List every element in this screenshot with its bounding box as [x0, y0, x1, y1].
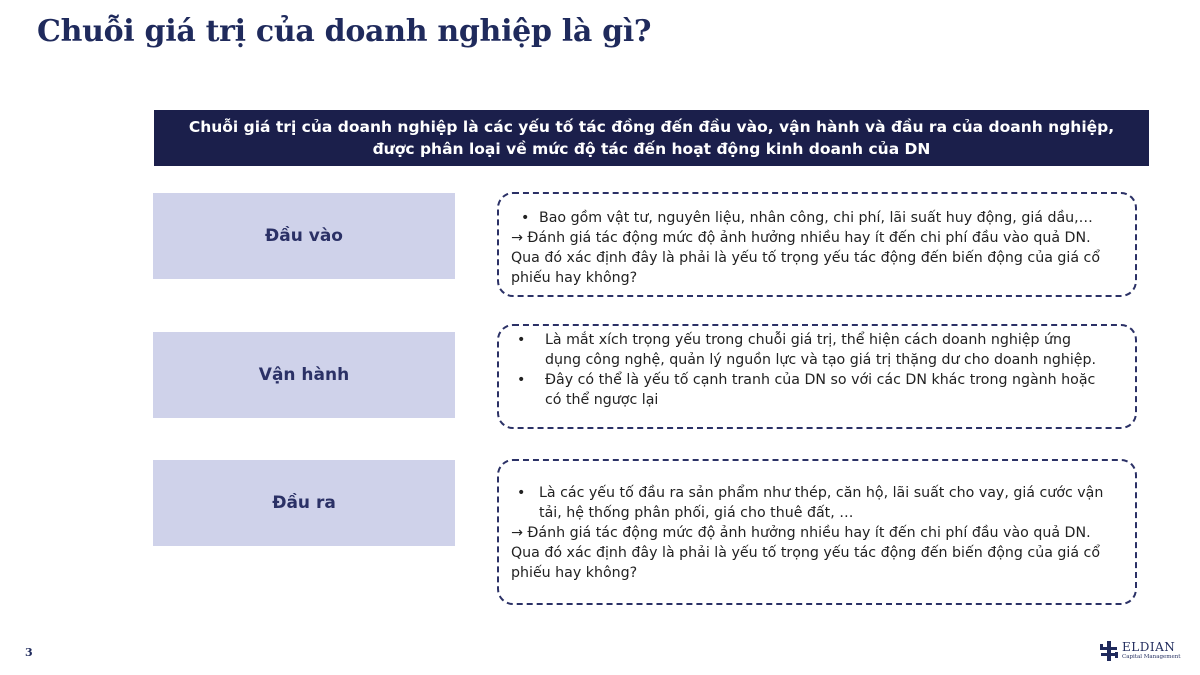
banner-line-1: Chuỗi giá trị của doanh nghiệp là các yếu tố tác đồng đến đầu vào, vận hành và đầu ra của doanh nghiệp,: [188, 118, 1115, 136]
detail-note: → Đánh giá tác động mức độ ảnh hưởng nhiều hay ít đến chi phí đầu vào quả DN. Qua đó xác định đây là phải là yếu tố trọng yếu tác động đến biến động của giá cổ phiếu hay không?: [511, 230, 1101, 286]
bullet-text: Đây có thể là yếu tố cạnh tranh của DN so với các DN khác trong ngành hoặc có thể ngược lại: [545, 372, 1096, 408]
bullet-item: [511, 330, 1123, 370]
bullet-item: [511, 370, 1123, 410]
logo-subtitle: Capital Management: [1122, 654, 1181, 661]
definition-banner: [154, 110, 1149, 166]
logo-name: ELDIAN: [1122, 640, 1176, 655]
label-output: [153, 460, 455, 546]
bullet-text: Là mắt xích trọng yếu trong chuỗi giá trị, thể hiện cách doanh nghiệp ứng dụng công nghệ, quản lý nguồn lực và tạo giá trị thặng dư cho doanh nghiệp.: [545, 332, 1097, 368]
detail-input: [497, 192, 1137, 297]
bullet-dot: •: [517, 372, 526, 388]
bullet-text: Là các yếu tố đầu ra sản phẩm như thép, căn hộ, lãi suất cho vay, giá cước vận tải, hệ thống phân phối, giá cho thuê đất, …: [539, 485, 1104, 521]
bullet-item: [511, 483, 1123, 523]
label-input: [153, 193, 455, 279]
detail-output: [497, 459, 1137, 605]
company-logo: [1100, 638, 1180, 664]
label-operation-text: Vận hành: [258, 365, 350, 385]
label-output-text: Đầu ra: [272, 493, 336, 513]
label-operation: [153, 332, 455, 418]
page-number: 3: [25, 646, 33, 659]
bullet-item: [511, 208, 1123, 228]
banner-line-2: được phân loại về mức độ tác đến hoạt động kinh doanh của DN: [372, 140, 931, 158]
bullet-dot: •: [517, 485, 526, 501]
label-input-text: Đầu vào: [265, 226, 343, 246]
slide-title: Chuỗi giá trị của doanh nghiệp là gì?: [37, 14, 652, 49]
bullet-text: Bao gồm vật tư, nguyên liệu, nhân công, chi phí, lãi suất huy động, giá dầu,…: [539, 210, 1093, 226]
bullet-dot: •: [521, 210, 530, 226]
detail-note: → Đánh giá tác động mức độ ảnh hưởng nhiều hay ít đến chi phí đầu vào quả DN. Qua đó xác định đây là phải là yếu tố trọng yếu tác động đến biến động của giá cổ phiếu hay không?: [511, 525, 1101, 581]
detail-operation: [497, 324, 1137, 429]
bullet-dot: •: [517, 332, 526, 348]
eldian-cross-logo-icon: [1100, 641, 1118, 661]
